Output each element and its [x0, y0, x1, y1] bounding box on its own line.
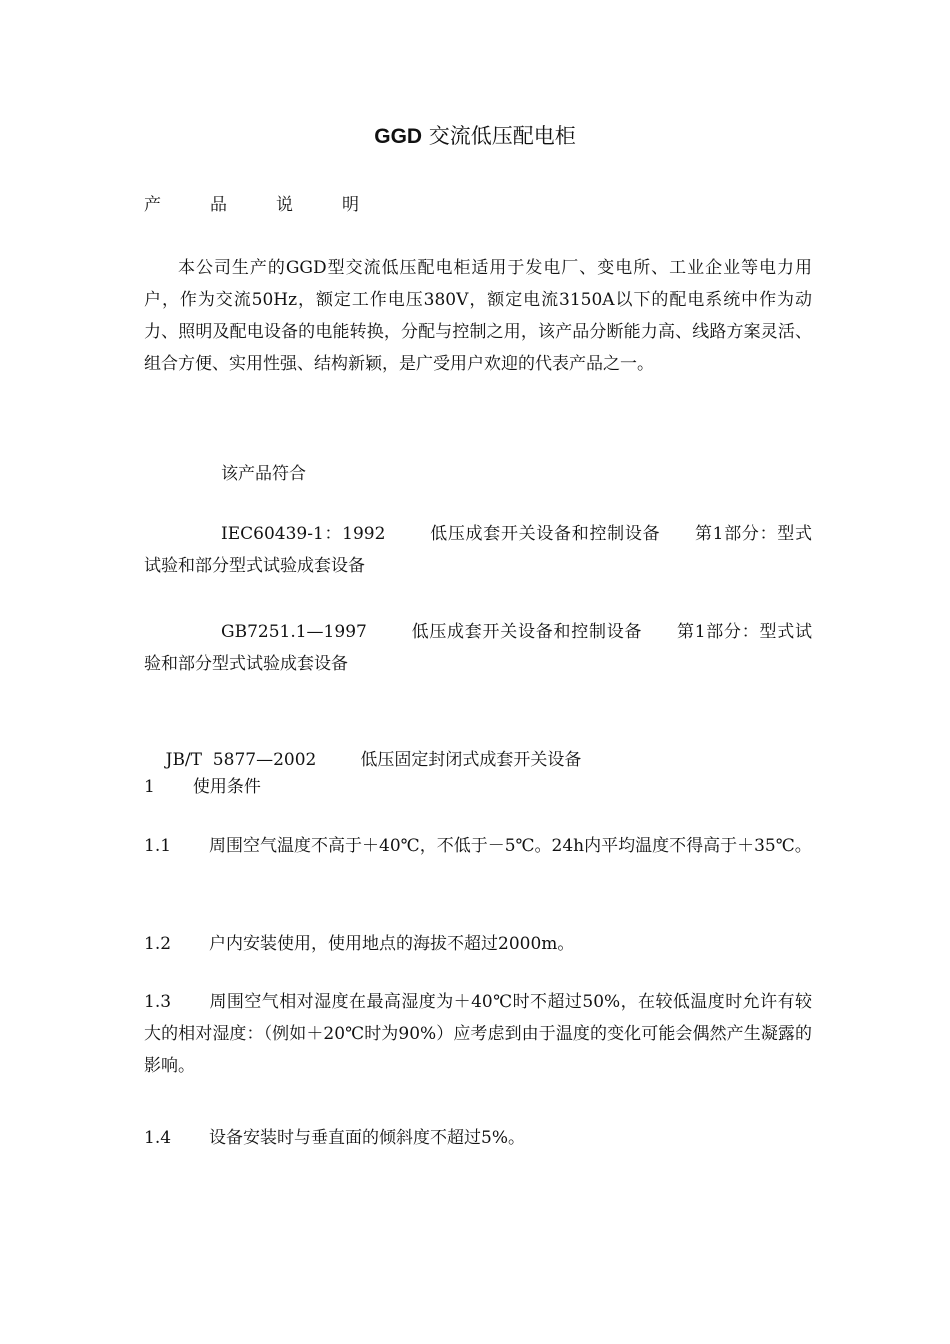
- section-heading-char: 品: [210, 195, 227, 215]
- standard-code: GB7251.1—1997: [221, 622, 367, 642]
- standard-title: 低压成套开关设备和控制设备: [410, 622, 643, 642]
- condition-number: 1.3: [144, 992, 172, 1012]
- section-heading: [144, 194, 408, 216]
- standard-part: 第1部分：型式试验和部分型式试验成套设备: [144, 524, 813, 576]
- standard-part: 第1部分：型式试验和部分型式试验成套设备: [144, 622, 812, 674]
- condition-text: 设备安装时与垂直面的倾斜度不超过5%。: [209, 1128, 526, 1148]
- conditions-heading: [144, 776, 261, 798]
- condition-item: [144, 928, 812, 960]
- condition-number: 1.2: [144, 934, 172, 954]
- standards-intro: 该产品符合: [221, 464, 306, 484]
- condition-text: 周围空气相对湿度在最高湿度为＋40℃时不超过50%，在较低温度时允许有较大的相对湿度：（例如＋20℃时为90%）应考虑到由于温度的变化可能会偶然产生凝露的影响。: [144, 992, 812, 1076]
- standard-code: IEC60439-1：1992: [221, 524, 386, 544]
- conditions-heading-text: 使用条件: [192, 777, 261, 797]
- condition-number: 1.4: [144, 1128, 172, 1148]
- section-heading-char: 说: [276, 195, 293, 215]
- standard-code: JB/T 5877—2002: [165, 750, 317, 770]
- title-text: 交流低压配电柜: [428, 124, 576, 148]
- standard-title: 低压固定封闭式成套开关设备: [360, 750, 582, 770]
- condition-item: [144, 986, 812, 1082]
- condition-number: 1.1: [144, 836, 172, 856]
- section-heading-char: 产: [144, 195, 161, 215]
- title-model: GGD: [374, 125, 423, 148]
- conditions-heading-number: 1: [144, 777, 155, 797]
- standard-title: 低压成套开关设备和控制设备: [429, 524, 661, 544]
- standard-item: [144, 616, 812, 680]
- document-title: [0, 122, 950, 151]
- condition-item: [144, 1122, 812, 1154]
- section-heading-char: 明: [342, 195, 359, 215]
- condition-text: 户内安装使用，使用地点的海拔不超过2000m。: [209, 934, 575, 954]
- standard-item: [144, 518, 812, 582]
- condition-item: [144, 830, 812, 862]
- intro-paragraph: 本公司生产的GGD型交流低压配电柜适用于发电厂、变电所、工业企业等电力用户，作为交流50Hz，额定工作电压380V，额定电流3150A以下的配电系统中作为动力、照明及配电设备的电能转换，分配与控制之用，该产品分断能力高、线路方案灵活、组合方便、实用性强、结构新颖，是广受用户欢迎的代表产品之一。: [144, 258, 812, 374]
- condition-text: 周围空气温度不高于＋40℃，不低于－5℃。24h内平均温度不得高于＋35℃。: [209, 836, 812, 856]
